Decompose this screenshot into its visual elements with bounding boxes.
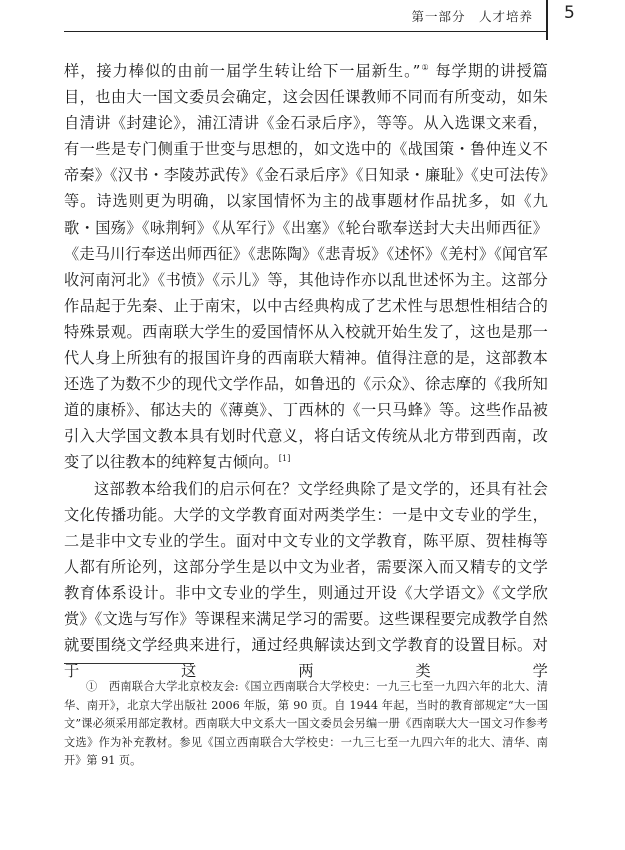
paragraph-1-text: 每学期的讲授篇目，也由大一国文委员会确定，这会因任课教师不同而有所变动，如朱自清讲《封建论》，浦江清讲《金石录后序》，等等。从入选课文来看，有一些是专门侧重于世变与思想的，如文选中的《战国策・鲁仲连义不帝秦》《汉书・李陵苏武传》《金石录后序》《日知录・廉耻》《史可法传》等。诗选则更为明确，以家国情怀为主的战事题材作品扰多，如《九歌・国殇》《咏荆轲》《从军行》《出塞》《轮台歌奉送封大夫出师西征》《走马川行奉送出师西征》《悲陈陶》《悲青坂》《述怀》《羌村》《闻官军收河南河北》《书愤》《示儿》等，其他诗作亦以乱世述怀为主。这部分作品起于先秦、止于南宋，以中古经典构成了艺术性与思想性相结合的特殊景观。西南联大学生的爱国情怀从入校就开始生发了，这也是那一代人身上所独有的报国许身的西南联大精神。值得注意的是，这部教本还选了为数不少的现代文学作品，如鲁迅的《示众》、徐志摩的《我所知道的康桥》、郁达夫的《薄奠》、丁西林的《一只马蜂》等。这些作品被引入大学国文教本具有划时代意义，将白话文传统从北方带到西南，改变了以往教本的纯粹复古倾向。 xyxy=(64,62,548,472)
footnote-number: ① xyxy=(86,680,98,693)
footnote xyxy=(64,678,548,771)
footnote-mark: ① xyxy=(420,62,430,72)
header-vertical-rule xyxy=(546,0,548,40)
paragraph-1-start: 样，接力棒似的由前一届学生转让给下一届新生。” xyxy=(64,62,421,80)
paragraph-2: 这部教本给我们的启示何在？文学经典除了是文学的，还具有社会文化传播功能。大学的文学教育面对两类学生：一是中文专业的学生，二是非中文专业的学生。面对中文专业的文学教育，陈平原、贺桂梅等人都有所论列，这部分学生是以中文为业者，需要深入而又精专的文学教育体系设计。非中文专业的学生，则通过开设《大学语文》《文学欣赏》《文选与写作》等课程来满足学习的需要。这些课程要完成教学自然就要围绕文学经典来进行，通过经典解读达到文学教育的设置目标。对于这两类学 xyxy=(64,479,548,681)
body-text xyxy=(64,58,548,684)
header-rule xyxy=(64,31,546,32)
footnote-separator xyxy=(64,663,194,664)
paragraph-1 xyxy=(64,58,548,476)
page-number: 5 xyxy=(564,3,575,23)
running-header-title: 第一部分 人才培养 xyxy=(411,9,533,24)
citation-mark: [1] xyxy=(278,454,291,464)
running-header xyxy=(0,0,625,32)
footnote-text: 西南联合大学北京校友会:《国立西南联合大学校史：一九三七至一九四六年的北大、清华、南开》，北京大学出版社 2006 年版，第 90 页。自 1944 年起，当时的教育部规定“大一国文”课必须采用部定教材。西南联大中文系大一国文委员会另编一册《西南联大大一国文习作参考文选》作为补充教材。参见《国立西南联合大学校史：一九三七至一九四六年的北大、清华、南开》第 91 页。 xyxy=(64,680,548,768)
